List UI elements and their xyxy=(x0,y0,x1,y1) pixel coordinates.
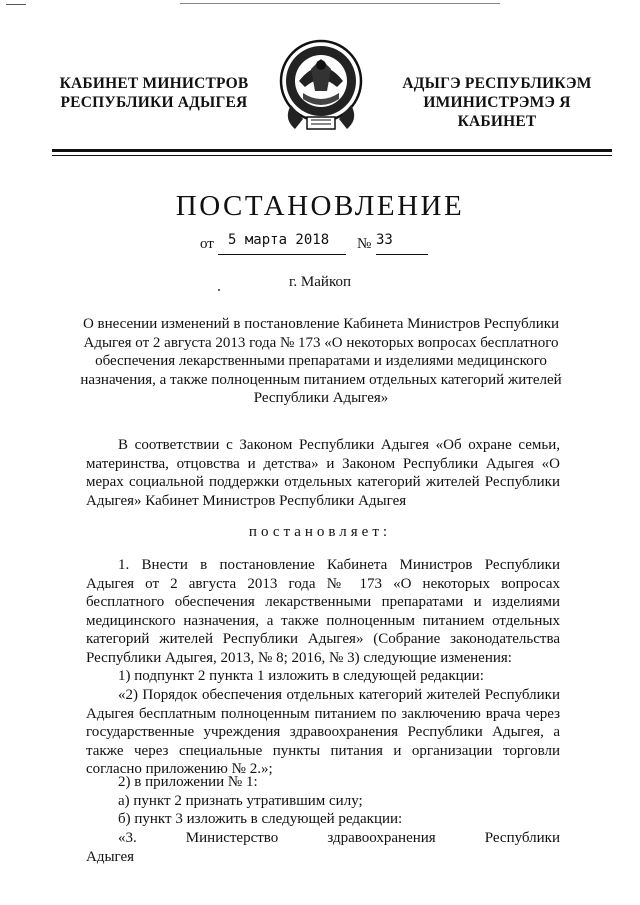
quoted-subparagraph-2: «2) Порядок обеспечения отдельных категорий жителей Республики Адыгея бесплатным полноценным питанием по заключению врача через государственные учреждения здравоохранения Республики Адыгея, а также через специальные пункты питания и организации торговли согласно приложению № 2.»; xyxy=(86,687,560,777)
date-label: от xyxy=(200,236,214,252)
city: г. Майкоп xyxy=(288,274,352,290)
number-label: № xyxy=(357,236,372,252)
header-divider-thick xyxy=(52,149,612,152)
document-subject: О внесении изменений в постановление Кабинета Министров Республики Адыгея от 2 августа 2013 года № 173 «О некоторых вопросах бесплатного обеспечения лекарственными препаратами и изделиями медицинского назначения, а также полноценным питанием отдельных категорий жителей Республики Адыгея» xyxy=(80,316,562,406)
issuer-line: АДЫГЭ РЕСПУБЛИКЭМ xyxy=(402,75,592,92)
sub-item-2: 2) в приложении № 1: xyxy=(118,774,258,790)
header-divider-thin xyxy=(52,155,612,156)
date-value: 5 марта 2018 xyxy=(228,232,330,248)
sub-item-1: 1) подпункт 2 пункта 1 изложить в следующей редакции: xyxy=(118,668,484,684)
quoted-item-3-start: «3. Министерство здравоохранения Республики Адыгея xyxy=(86,830,560,865)
date-underline xyxy=(218,254,346,255)
issuer-line: ИМИНИСТРЭМЭ Я КАБИНЕТ xyxy=(423,94,571,130)
document-title: ПОСТАНОВЛЕНИЕ xyxy=(175,190,465,222)
resolves-heading: постановляет: xyxy=(248,524,392,540)
issuer-name-russian xyxy=(54,74,254,112)
scan-artifact xyxy=(218,289,220,291)
issuer-name-adyghe xyxy=(386,74,608,131)
coat-of-arms-icon xyxy=(273,35,369,135)
number-underline xyxy=(376,254,428,255)
issuer-line: КАБИНЕТ МИНИСТРОВ xyxy=(59,75,249,92)
sub-item-2a: а) пункт 2 признать утратившим силу; xyxy=(118,793,363,809)
preamble-paragraph: В соответствии с Законом Республики Адыгея «Об охране семьи, материнства, отцовства и детства» и Законом Республики Адыгея «О мерах социальной поддержки отдельных категорий жителей Республики Адыгея» Кабинет Министров Республики Адыгея xyxy=(86,437,560,509)
scan-artifact xyxy=(180,3,500,4)
number-value: 33 xyxy=(376,232,393,248)
scan-artifact xyxy=(6,4,26,5)
item-1-paragraph: 1. Внести в постановление Кабинета Министров Республики Адыгея от 2 августа 2013 года № 173 «О некоторых вопросах бесплатного обеспечения лекарственными препаратами и изделиями медицинского назначения, а также полноценным питанием отдельных категорий жителей Республики Адыгея» (Собрание законодательства Республики Адыгея, 2013, № 8; 2016, № 3) следующие изменения: xyxy=(86,557,560,666)
sub-item-2b: б) пункт 3 изложить в следующей редакции: xyxy=(118,811,403,827)
issuer-line: РЕСПУБЛИКИ АДЫГЕЯ xyxy=(60,94,248,111)
